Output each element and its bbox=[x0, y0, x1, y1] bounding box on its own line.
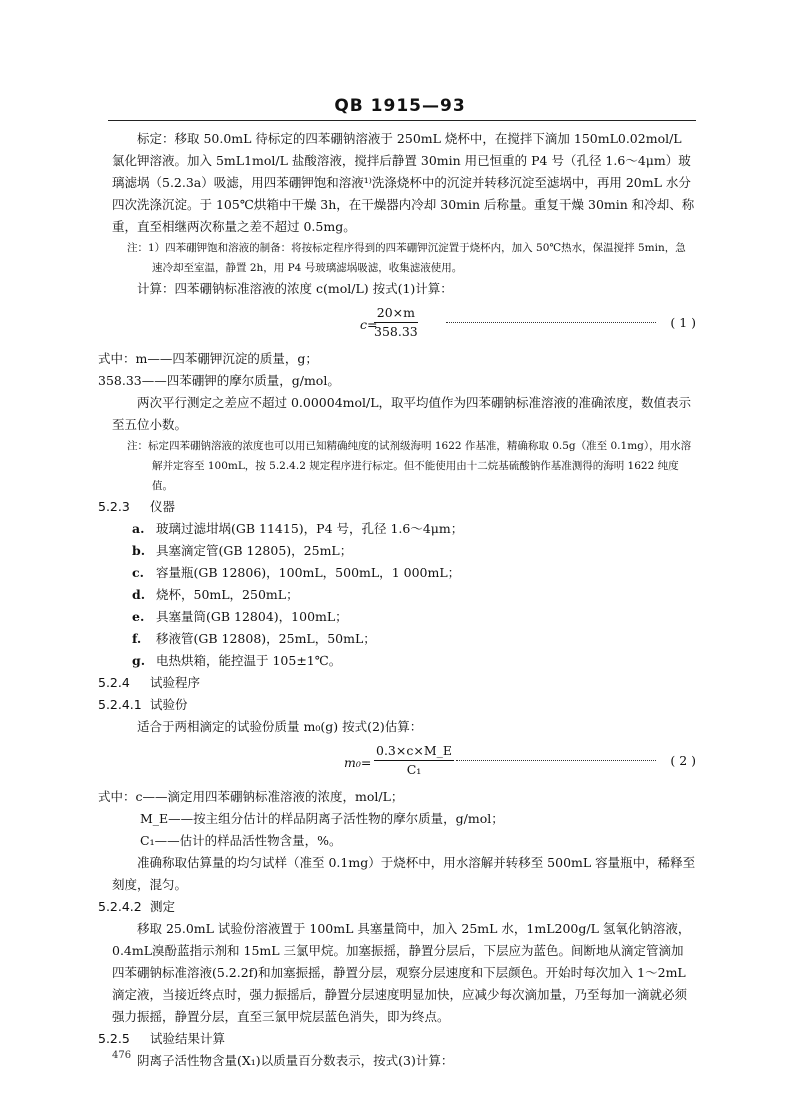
section-number: 5.2.4.1 bbox=[98, 697, 142, 712]
page-number: 476 bbox=[112, 1050, 132, 1061]
section-title: 试验程序 bbox=[150, 675, 201, 690]
document-body bbox=[98, 128, 696, 1072]
list-marker: d. bbox=[132, 587, 146, 602]
list-marker: g. bbox=[132, 653, 146, 668]
note-2: 注：标定四苯硼钠溶液的浓度也可以用已知精确纯度的试剂级海明 1622 作基准，精确称取 0.5g（准至 0.1mg），用水溶解并定容至 100mL，按 5.2.4.2 规定程序进行标定。但不能使用由十二烷基硫酸钠作基准测得的海明 1622 纯度值。 bbox=[127, 440, 692, 492]
formula-2-where-me: M_E——按主组分估计的样品阴离子活性物的摩尔质量，g/mol； bbox=[140, 811, 504, 826]
section-5-2-5 bbox=[98, 1028, 696, 1050]
list-marker: f. bbox=[132, 631, 142, 646]
footnote-1: 注：1）四苯硼钾饱和溶液的制备：将按标定程序得到的四苯硼钾沉淀置于烧杯内，加入 50℃热水，保温搅拌 5min，急速冷却至室温，静置 2h，用 P4 号玻璃滤埚吸滤，收集滤液使用。 bbox=[127, 242, 686, 274]
instrument-list bbox=[112, 518, 696, 672]
formula-1-lhs: c= bbox=[360, 317, 378, 332]
test-portion-intro: 适合于两相滴定的试验份质量 m₀(g) 按式(2)估算： bbox=[137, 719, 423, 734]
list-marker: e. bbox=[132, 609, 145, 624]
list-text: 容量瓶(GB 12806)，100mL，500mL，1 000mL； bbox=[156, 565, 461, 580]
section-title: 测定 bbox=[150, 899, 176, 914]
list-marker: c. bbox=[132, 565, 144, 580]
list-marker: a. bbox=[132, 521, 145, 536]
list-text: 烧杯，50mL，250mL； bbox=[156, 587, 299, 602]
calibration-paragraph: 标定：移取 50.0mL 待标定的四苯硼钠溶液于 250mL 烧杯中，在搅拌下滴加 150mL0.02mol/L 氯化钾溶液。加入 5mL1mol/L 盐酸溶液，搅拌后静置 30min 用已恒重的 P4 号（孔径 1.6～4μm）玻璃滤埚（5.2.3a）吸滤，用四苯硼钾饱和溶液¹⁾洗涤烧杯中的沉淀并转移沉淀至滤埚中，再用 20mL 水分四次洗涤沉淀。于 105℃烘箱中干燥 3h，在干燥器内冷却 30min 后称量。重复干燥 30min 和冷却、称重，直至相继两次称量之差不超过 0.5mg。 bbox=[112, 131, 695, 234]
header-rule bbox=[108, 120, 696, 121]
section-5-2-4 bbox=[98, 672, 696, 694]
formula-2-number: ( 2 ) bbox=[670, 753, 696, 768]
list-text: 具塞量筒(GB 12804)，100mL； bbox=[156, 609, 348, 624]
section-title: 仪器 bbox=[150, 499, 176, 514]
section-5-2-3 bbox=[98, 496, 696, 518]
section-number: 5.2.4 bbox=[98, 675, 130, 690]
list-item bbox=[132, 540, 696, 562]
formula-1-numerator: 20×m bbox=[374, 304, 418, 323]
list-text: 电热烘箱，能控温于 105±1℃。 bbox=[156, 653, 342, 668]
formula-2 bbox=[112, 740, 696, 784]
result-paragraph: 阴离子活性物含量(X₁)以质量百分数表示，按式(3)计算： bbox=[137, 1053, 454, 1068]
section-title: 试验份 bbox=[150, 697, 188, 712]
list-item bbox=[132, 606, 696, 628]
formula-1-where-molar: 358.33——四苯硼钾的摩尔质量，g/mol。 bbox=[98, 373, 340, 388]
formula-2-where-c1: C₁——估计的样品活性物含量，%。 bbox=[140, 833, 342, 848]
section-number: 5.2.3 bbox=[98, 499, 130, 514]
list-marker: b. bbox=[132, 543, 146, 558]
formula-1-denominator: 358.33 bbox=[374, 324, 418, 339]
section-number: 5.2.4.2 bbox=[98, 899, 142, 914]
list-item bbox=[132, 562, 696, 584]
formula-1-number: ( 1 ) bbox=[670, 315, 696, 330]
section-title: 试验结果计算 bbox=[150, 1031, 226, 1046]
list-text: 移液管(GB 12808)，25mL，50mL； bbox=[156, 631, 376, 646]
formula-1-where-m: 式中：m——四苯硼钾沉淀的质量，g； bbox=[98, 351, 318, 366]
list-item bbox=[132, 518, 696, 540]
list-item bbox=[132, 650, 696, 672]
formula-1 bbox=[112, 302, 696, 346]
calculation-intro: 计算：四苯硼钠标准溶液的浓度 c(mol/L) 按式(1)计算： bbox=[137, 281, 453, 296]
parallel-paragraph: 两次平行测定之差应不超过 0.00004mol/L，取平均值作为四苯硼钠标准溶液的准确浓度，数值表示至五位小数。 bbox=[112, 395, 692, 432]
formula-1-fraction bbox=[374, 304, 418, 341]
formula-2-numerator: 0.3×c×M_E bbox=[374, 742, 454, 761]
list-item bbox=[132, 628, 696, 650]
list-item bbox=[132, 584, 696, 606]
section-number: 5.2.5 bbox=[98, 1031, 130, 1046]
formula-2-denominator: C₁ bbox=[406, 762, 422, 777]
standard-header: QB 1915—93 bbox=[334, 96, 466, 116]
formula-2-lhs: m₀= bbox=[344, 755, 372, 770]
formula-2-leader bbox=[456, 754, 656, 761]
list-text: 玻璃过滤坩埚(GB 11415)，P4 号，孔径 1.6～4μm； bbox=[156, 521, 464, 536]
formula-2-where-c: 式中：c——滴定用四苯硼钠标准溶液的浓度，mol/L； bbox=[98, 789, 404, 804]
section-5-2-4-1 bbox=[98, 694, 696, 716]
determination-paragraph: 移取 25.0mL 试验份溶液置于 100mL 具塞量筒中，加入 25mL 水，1mL200g/L 氢氧化钠溶液，0.4mL溴酚蓝指示剂和 15mL 三氯甲烷。加塞振摇，静置分层后，下层应为蓝色。间断地从滴定管滴加四苯硼钠标准溶液(5.2.2f)和加塞振摇，静置分层，观察分层速度和下层颜色。开始时每次加入 1～2mL 滴定液，当接近终点时，强力振摇后，静置分层速度明显加快，应减少每次滴加量，乃至每加一滴就必须强力振摇，静置分层，直至三氯甲烷层蓝色消失，即为终点。 bbox=[112, 921, 691, 1024]
weighing-paragraph: 准确称取估算量的均匀试样（准至 0.1mg）于烧杯中，用水溶解并转移至 500mL 容量瓶中，稀释至刻度，混匀。 bbox=[112, 855, 696, 892]
formula-2-fraction bbox=[374, 742, 454, 779]
list-text: 具塞滴定管(GB 12805)，25mL； bbox=[156, 543, 353, 558]
section-5-2-4-2 bbox=[98, 896, 696, 918]
formula-1-leader bbox=[446, 316, 656, 323]
